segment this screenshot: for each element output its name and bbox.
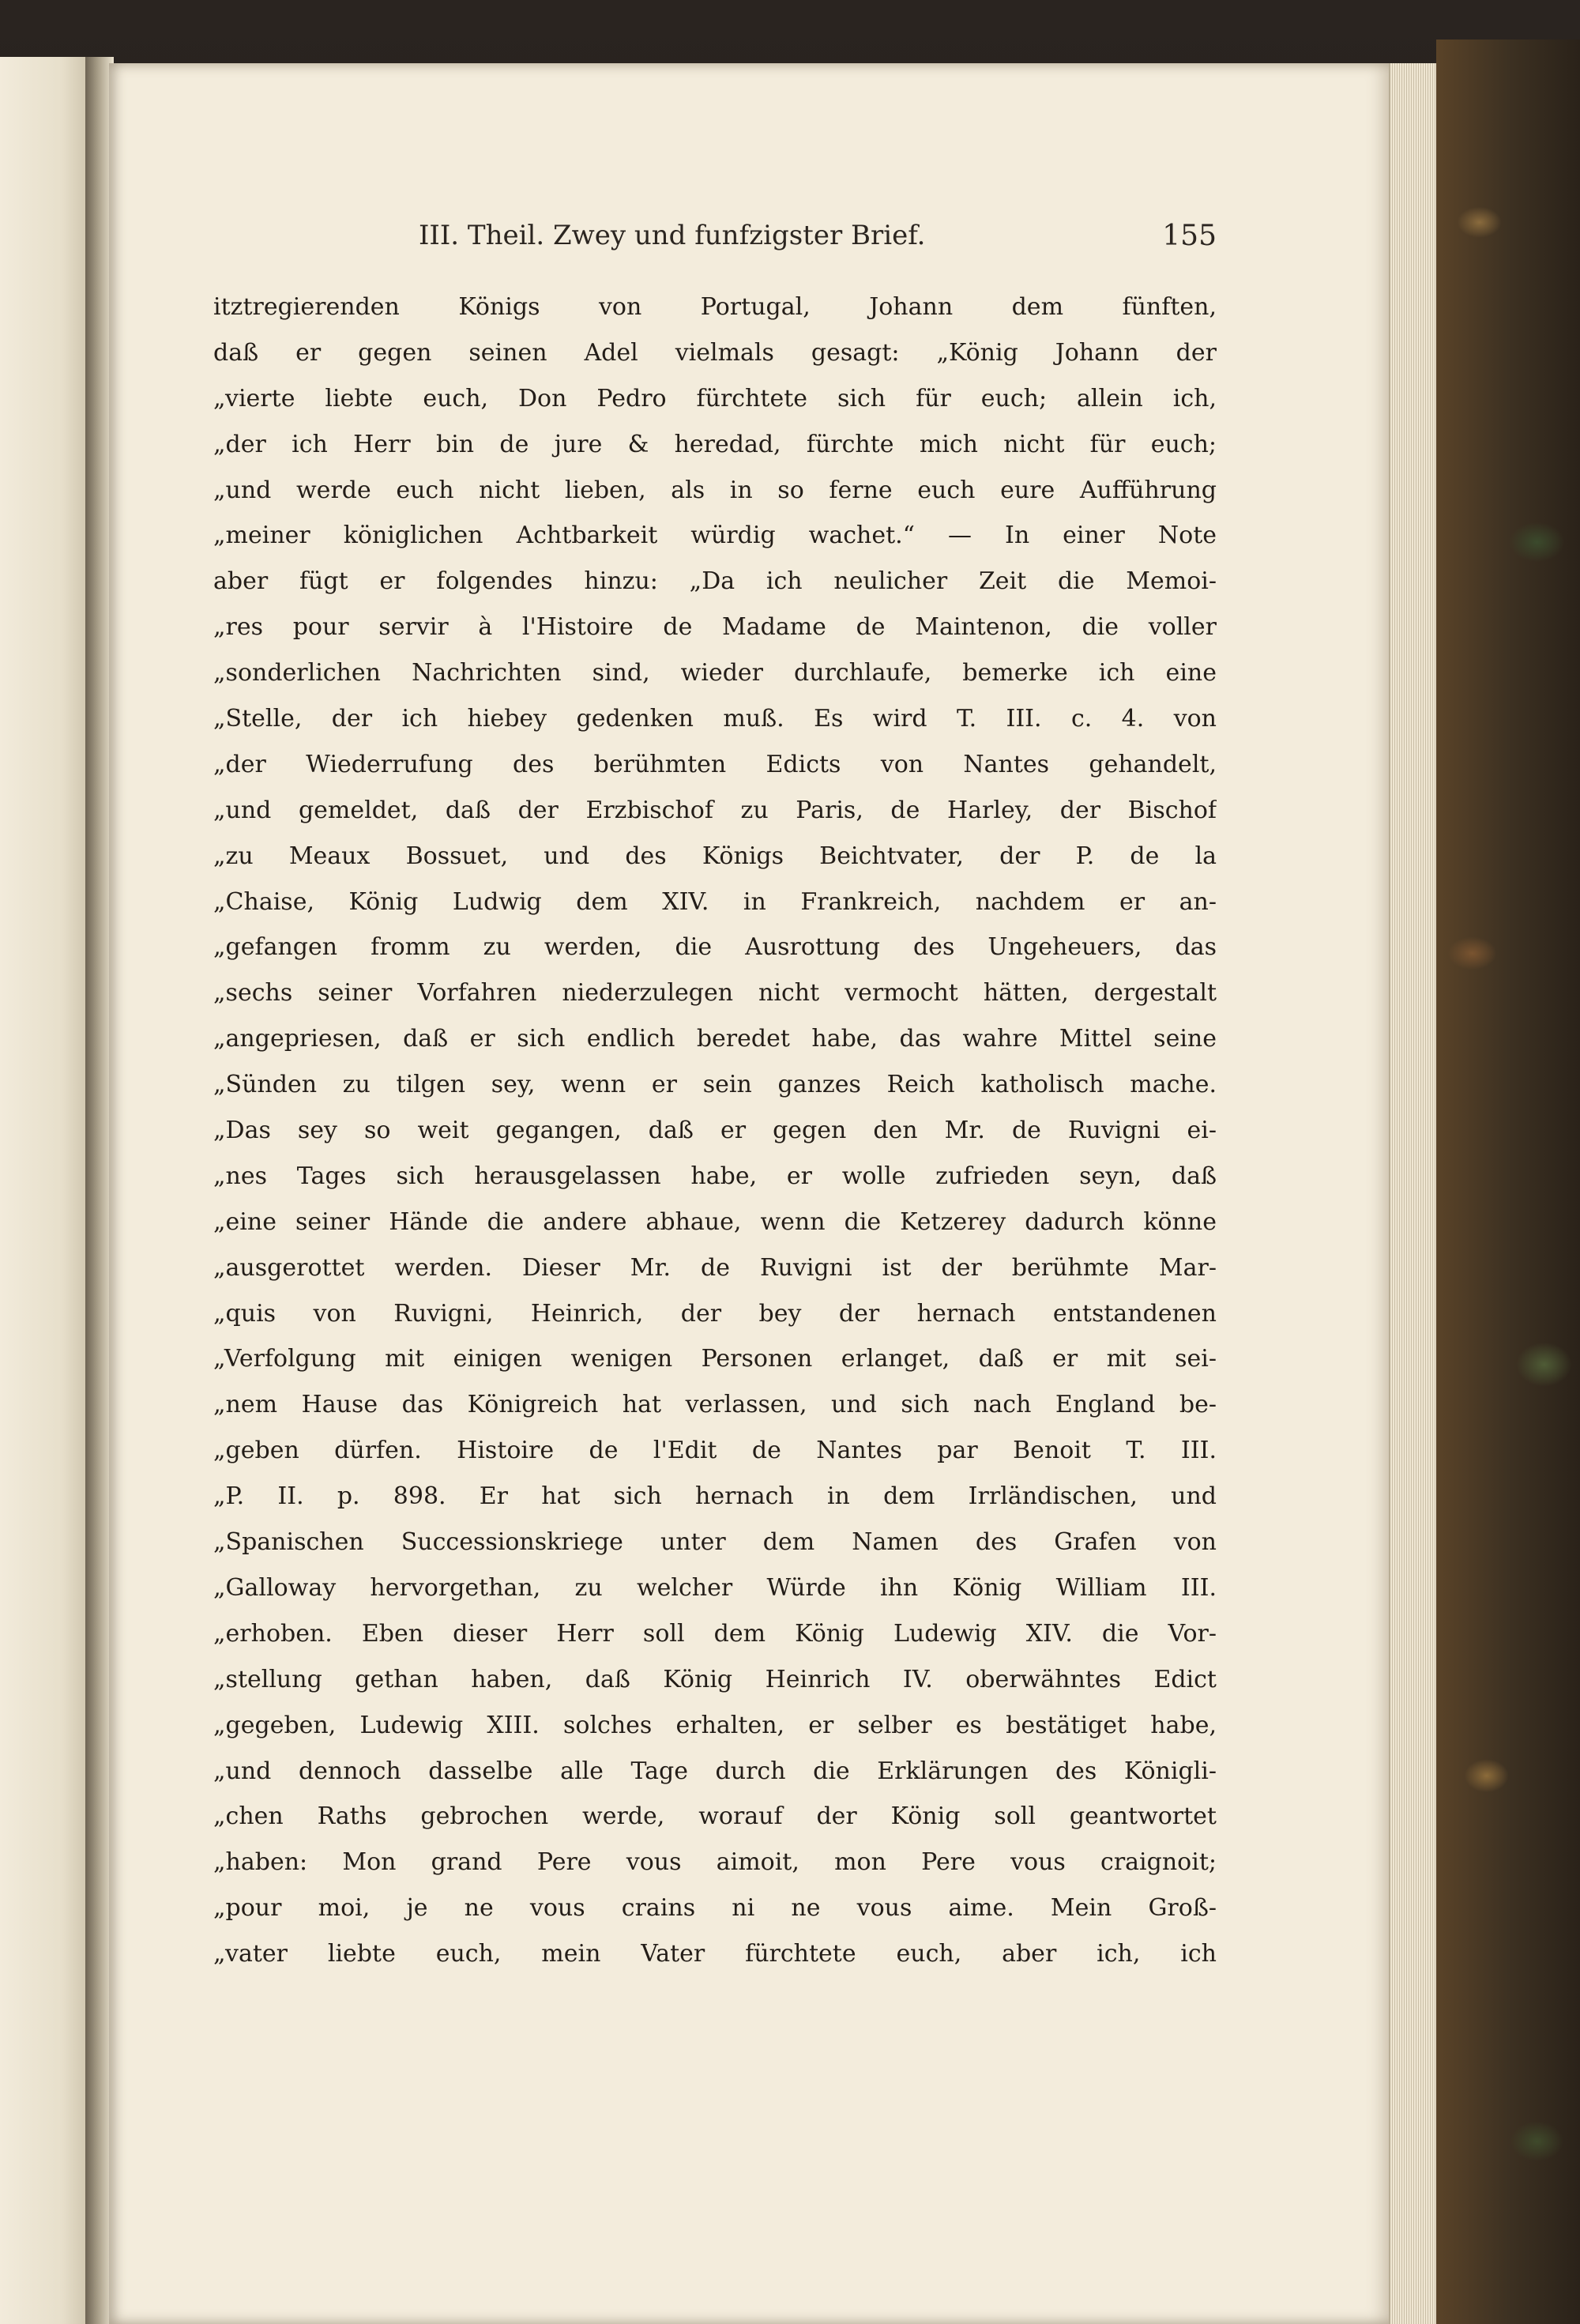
marbled-cover — [1436, 40, 1580, 2324]
text-line: daß er gegen seinen Adel vielmals gesagt: „König Johann der — [213, 338, 1217, 367]
text-line: „zu Meaux Bossuet, und des Königs Beichtvater, der P. de la — [213, 842, 1217, 870]
text-line: „sechs seiner Vorfahren niederzulegen nicht vermocht hätten, dergestalt — [213, 979, 1217, 1008]
text-line: „vater liebte euch, mein Vater fürchtete euch, aber ich, ich — [213, 1940, 1217, 1968]
text-line: „sonderlichen Nachrichten sind, wieder durchlaufe, bemerke ich eine — [213, 659, 1217, 687]
text-line: „Galloway hervorgethan, zu welcher Würde ihn König William III. — [213, 1573, 1217, 1602]
text-line: „Sünden zu tilgen sey, wenn er sein ganzes Reich katholisch mache. — [213, 1071, 1217, 1099]
running-header — [419, 220, 1217, 267]
text-line: „geben dürfen. Histoire de l'Edit de Nantes par Benoit T. III. — [213, 1437, 1217, 1465]
text-line: „Das sey so weit gegangen, daß er gegen den Mr. de Ruvigni ei- — [213, 1117, 1217, 1145]
text-line: „Stelle, der ich hiebey gedenken muß. Es wird T. III. c. 4. von — [213, 705, 1217, 733]
text-line: „erhoben. Eben dieser Herr soll dem König Ludewig XIV. die Vor- — [213, 1619, 1217, 1648]
text-line: „nes Tages sich herausgelassen habe, er wolle zufrieden seyn, daß — [213, 1162, 1217, 1190]
text-line: „quis von Ruvigni, Heinrich, der bey der hernach entstandenen — [213, 1299, 1217, 1328]
body-text — [213, 284, 1217, 1977]
text-line: „meiner königlichen Achtbarkeit würdig wachet.“ — In einer Note — [213, 522, 1217, 550]
text-line: „ausgerottet werden. Dieser Mr. de Ruvigni ist der berühmte Mar- — [213, 1253, 1217, 1282]
running-title: III. Theil. Zwey und funfzigster Brief. — [419, 220, 926, 251]
text-line: „der ich Herr bin de jure & heredad, fürchte mich nicht für euch; — [213, 430, 1217, 458]
text-line: „chen Raths gebrochen werde, worauf der König soll geantwortet — [213, 1802, 1217, 1831]
text-line: „eine seiner Hände die andere abhaue, wenn die Ketzerey dadurch könne — [213, 1207, 1217, 1236]
text-line: aber fügt er folgendes hinzu: „Da ich neulicher Zeit die Memoi- — [213, 567, 1217, 596]
left-page-edge — [0, 57, 90, 2324]
text-line: „vierte liebte euch, Don Pedro fürchtete sich für euch; allein ich, — [213, 384, 1217, 412]
text-line: „gegeben, Ludewig XIII. solches erhalten, er selber es bestätiget habe, — [213, 1711, 1217, 1739]
text-line: „stellung gethan haben, daß König Heinrich IV. oberwähntes Edict — [213, 1665, 1217, 1693]
text-line: „Verfolgung mit einigen wenigen Personen erlanget, daß er mit sei- — [213, 1345, 1217, 1373]
page-edges — [1389, 63, 1438, 2324]
text-line: „pour moi, je ne vous crains ni ne vous aime. Mein Groß- — [213, 1894, 1217, 1923]
page-number: 155 — [1162, 220, 1217, 252]
text-line: „res pour servir à l'Histoire de Madame de Maintenon, die voller — [213, 613, 1217, 642]
text-line: „angepriesen, daß er sich endlich beredet habe, das wahre Mittel seine — [213, 1025, 1217, 1053]
text-line: „Spanischen Successionskriege unter dem Namen des Grafen von — [213, 1528, 1217, 1557]
text-line: „gefangen fromm zu werden, die Ausrottung des Ungeheuers, das — [213, 933, 1217, 962]
text-line: „und gemeldet, daß der Erzbischof zu Paris, de Harley, der Bischof — [213, 796, 1217, 824]
text-line: itztregierenden Königs von Portugal, Johann dem fünften, — [213, 293, 1217, 321]
text-line: „nem Hause das Königreich hat verlassen, und sich nach England be- — [213, 1391, 1217, 1419]
text-line: „und dennoch dasselbe alle Tage durch die Erklärungen des Königli- — [213, 1757, 1217, 1785]
text-line: „P. II. p. 898. Er hat sich hernach in dem Irrländischen, und — [213, 1482, 1217, 1511]
text-line: „haben: Mon grand Pere vous aimoit, mon Pere vous craignoit; — [213, 1848, 1217, 1877]
text-line: „der Wiederrufung des berühmten Edicts von Nantes gehandelt, — [213, 750, 1217, 778]
text-line: „und werde euch nicht lieben, als in so ferne euch eure Aufführung — [213, 476, 1217, 504]
text-line: „Chaise, König Ludwig dem XIV. in Frankreich, nachdem er an- — [213, 887, 1217, 916]
